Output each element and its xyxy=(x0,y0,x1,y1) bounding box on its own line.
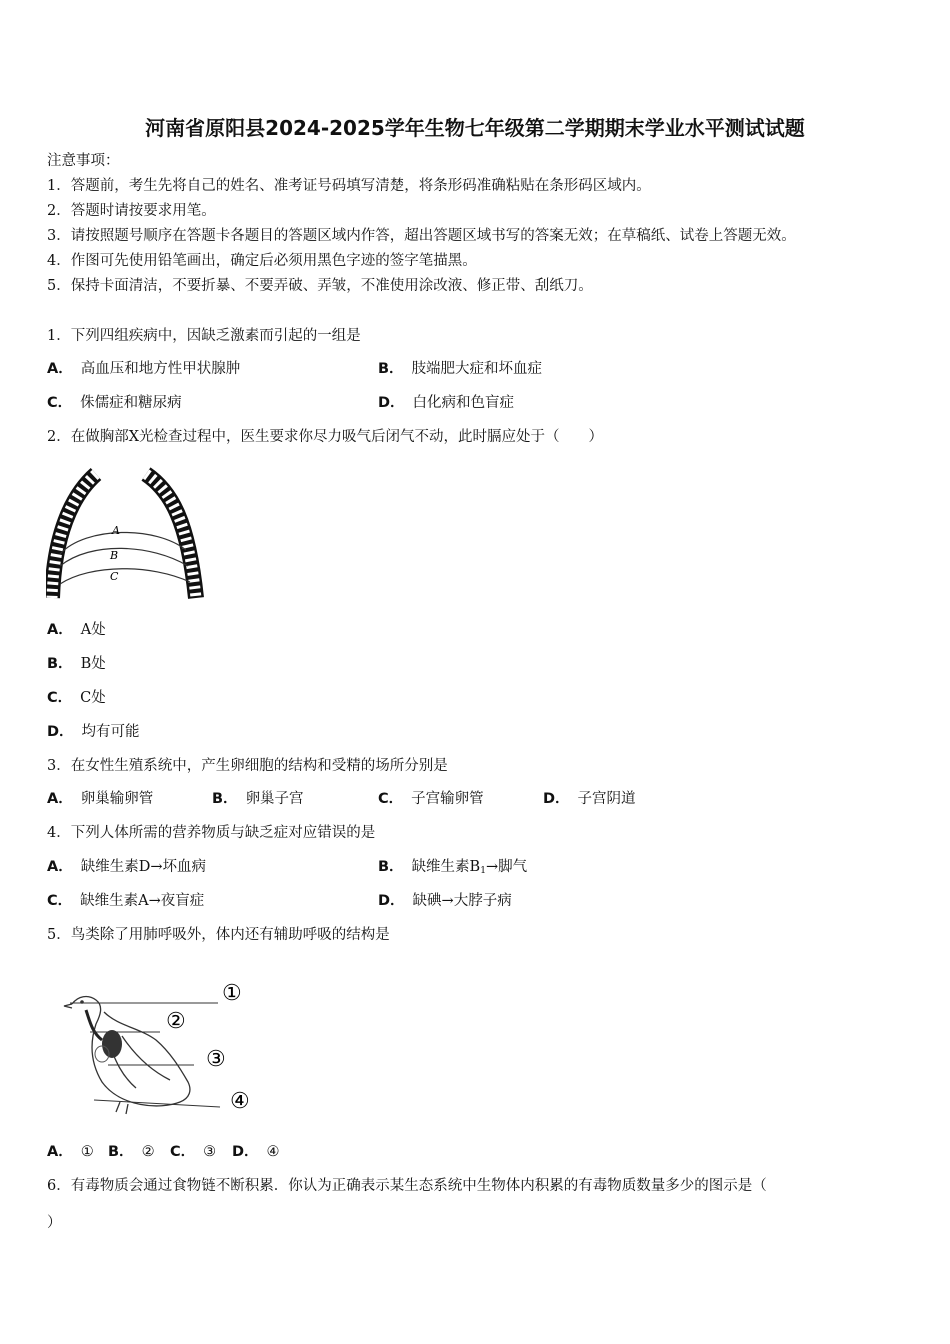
q4-stem: 4．下列人体所需的营养物质与缺乏症对应错误的是 xyxy=(47,825,376,841)
label-b: B xyxy=(110,549,119,562)
q2-option-b[interactable]: B． B处 xyxy=(47,656,106,672)
q1-stem: 1．下列四组疾病中，因缺乏激素而引起的一组是 xyxy=(47,328,361,344)
q1-option-d[interactable]: D． 白化病和色盲症 xyxy=(378,395,515,411)
diaphragm-line-a xyxy=(60,532,186,554)
q2-option-d[interactable]: D． 均有可能 xyxy=(47,724,140,740)
left-ribcage xyxy=(52,474,96,598)
lungs xyxy=(102,1030,122,1058)
marker-1: ① xyxy=(222,981,242,1006)
q2-stem: 2．在做胸部X光检查过程中，医生要求你尽力吸气后闭气不动，此时膈应处于（ ） xyxy=(47,429,604,445)
q1-option-b[interactable]: B． 肢端肥大症和坏血症 xyxy=(378,361,543,377)
q5-option-c[interactable]: C． ③ xyxy=(170,1144,217,1160)
q5-option-d[interactable]: D． ④ xyxy=(232,1144,280,1160)
notice-item-3: 3．请按照题号顺序在答题卡各题目的答题区域内作答，超出答题区域书写的答案无效；在草稿纸、试卷上答题无效。 xyxy=(47,228,796,244)
bird-respiration-diagram xyxy=(60,972,270,1118)
q6-stem: 6．有毒物质会通过食物链不断积累．你认为正确表示某生态系统中生物体内积累的有毒物质数量多少的图示是（ xyxy=(47,1178,767,1194)
q3-stem: 3．在女性生殖系统中，产生卵细胞的结构和受精的场所分别是 xyxy=(47,758,448,774)
notice-item-1: 1．答题前，考生先将自己的姓名、准考证号码填写清楚，将条形码准确粘贴在条形码区域内。 xyxy=(47,178,651,194)
q1-option-a[interactable]: A． 高血压和地方性甲状腺肿 xyxy=(47,361,241,377)
q1-option-c[interactable]: C． 侏儒症和糖尿病 xyxy=(47,395,182,411)
exam-title: 河南省原阳县2024-2025学年生物七年级第二学期期末学业水平测试试题 xyxy=(145,116,805,140)
q3-option-d[interactable]: D． 子宫阴道 xyxy=(543,791,636,807)
q5-option-a[interactable]: A． ① xyxy=(47,1144,94,1160)
q5-stem: 5．鸟类除了用肺呼吸外，体内还有辅助呼吸的结构是 xyxy=(47,927,390,943)
diaphragm-diagram xyxy=(46,466,212,600)
q3-option-a[interactable]: A． 卵巢输卵管 xyxy=(47,791,154,807)
diaphragm-line-b xyxy=(60,548,188,566)
marker-4: ④ xyxy=(230,1089,250,1114)
q3-option-b[interactable]: B． 卵巢子宫 xyxy=(212,791,304,807)
q3-option-c[interactable]: C． 子宫输卵管 xyxy=(378,791,484,807)
label-c: C xyxy=(110,570,119,583)
q4-option-c[interactable]: C． 缺维生素A→夜盲症 xyxy=(47,893,205,909)
marker-3: ③ xyxy=(206,1047,226,1072)
q2-option-a[interactable]: A． A处 xyxy=(47,622,106,638)
q4-option-d[interactable]: D． 缺碘→大脖子病 xyxy=(378,893,512,909)
label-a: A xyxy=(112,524,120,537)
q4-option-a[interactable]: A． 缺维生素D→坏血病 xyxy=(47,859,207,875)
diaphragm-line-c xyxy=(60,569,190,584)
notice-item-4: 4．作图可先使用铅笔画出，确定后必须用黑色字迹的签字笔描黑。 xyxy=(47,253,477,269)
q2-option-c[interactable]: C． C处 xyxy=(47,690,106,706)
notice-item-5: 5．保持卡面清洁，不要折暴、不要弄破、弄皱，不准使用涂改液、修正带、刮纸刀。 xyxy=(47,278,593,294)
q5-option-b[interactable]: B． ② xyxy=(108,1144,155,1160)
q4-option-b[interactable]: B． 缺维生素$B_1\to$脚气 xyxy=(378,859,528,876)
notice-item-2: 2．答题时请按要求用笔。 xyxy=(47,203,216,219)
q6-stem-cont: ） xyxy=(47,1215,62,1231)
notice-heading: 注意事项： xyxy=(47,153,120,169)
marker-2: ② xyxy=(166,1009,186,1034)
